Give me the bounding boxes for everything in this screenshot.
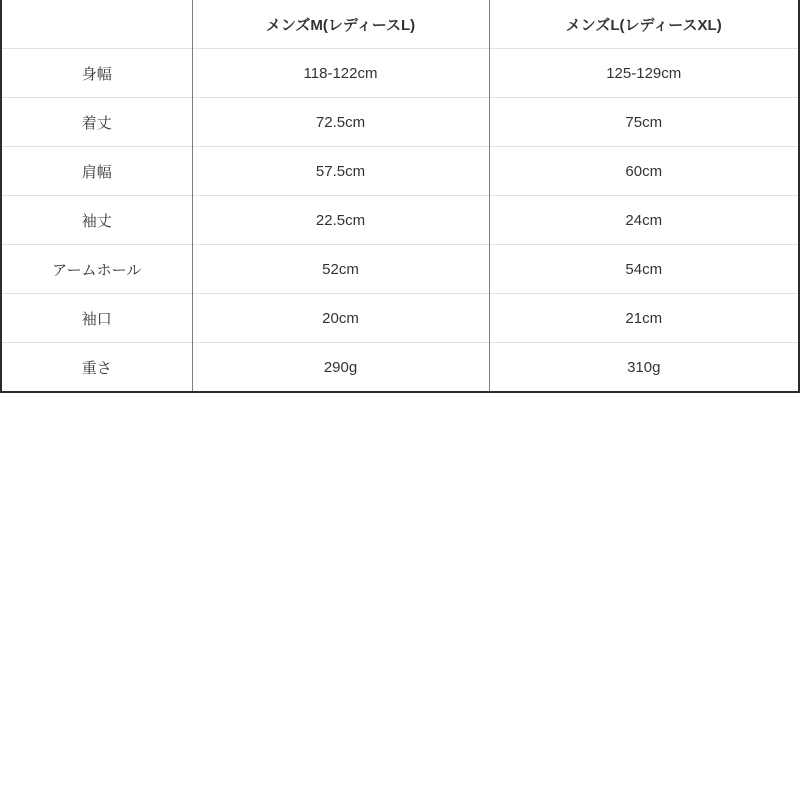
column-header-mens-m: メンズM(レディースL): [192, 0, 489, 49]
table-row-body-width: [1, 49, 799, 98]
cell-value: 60cm: [489, 147, 799, 196]
table-row-weight: [1, 343, 799, 393]
cell-value: 54cm: [489, 245, 799, 294]
table-row-shoulder-width: [1, 147, 799, 196]
cell-value: 125-129cm: [489, 49, 799, 98]
cell-value: 52cm: [192, 245, 489, 294]
size-chart-table: [0, 0, 800, 393]
cell-value: 118-122cm: [192, 49, 489, 98]
cell-value: 290g: [192, 343, 489, 393]
cell-value: 20cm: [192, 294, 489, 343]
table-row-sleeve-length: [1, 196, 799, 245]
cell-value: 75cm: [489, 98, 799, 147]
header-row: [1, 0, 799, 49]
row-label: 肩幅: [1, 147, 192, 196]
table-row-cuff: [1, 294, 799, 343]
table-row-length: [1, 98, 799, 147]
cell-value: 22.5cm: [192, 196, 489, 245]
row-label: 着丈: [1, 98, 192, 147]
cell-value: 310g: [489, 343, 799, 393]
row-label: 袖口: [1, 294, 192, 343]
cell-value: 72.5cm: [192, 98, 489, 147]
row-label: 袖丈: [1, 196, 192, 245]
cell-value: 57.5cm: [192, 147, 489, 196]
corner-cell: [1, 0, 192, 49]
row-label: アームホール: [1, 245, 192, 294]
row-label: 身幅: [1, 49, 192, 98]
cell-value: 21cm: [489, 294, 799, 343]
column-header-mens-l: メンズL(レディースXL): [489, 0, 799, 49]
table-row-armhole: [1, 245, 799, 294]
cell-value: 24cm: [489, 196, 799, 245]
row-label: 重さ: [1, 343, 192, 393]
